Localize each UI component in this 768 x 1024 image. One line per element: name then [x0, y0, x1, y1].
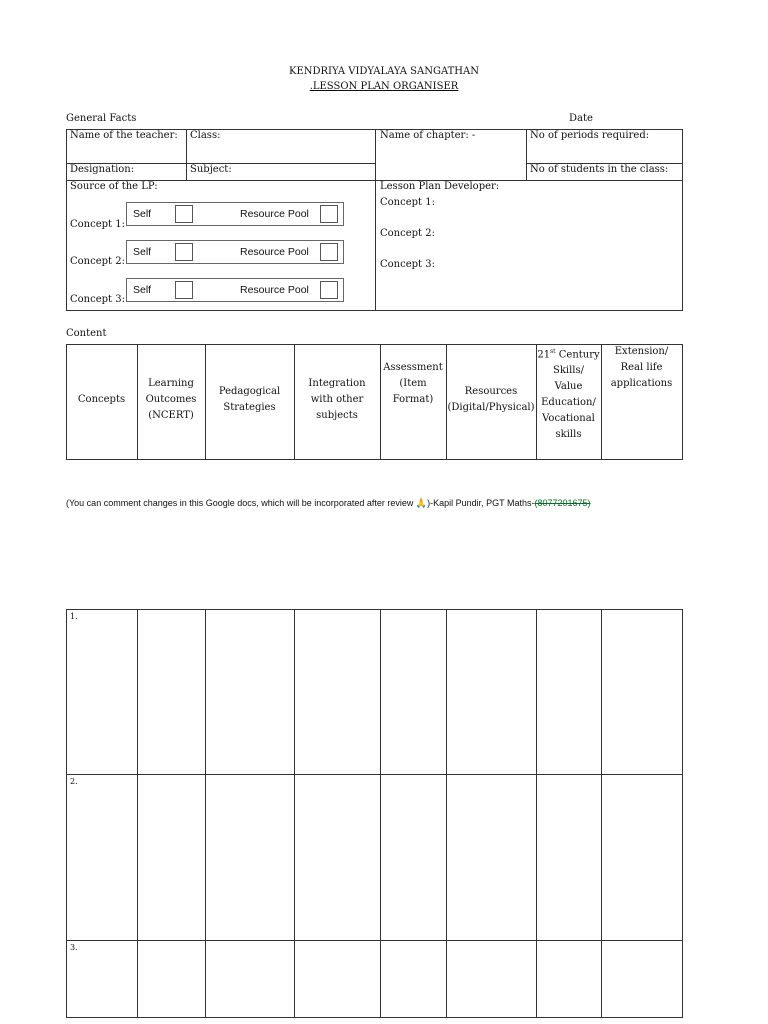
resource-pool-label: Resource Pool — [240, 246, 309, 258]
students-count-field: No of students in the class: — [530, 164, 669, 175]
review-note — [66, 498, 591, 509]
concept-1-label: Concept 1: — [70, 219, 125, 230]
col-assessment: Assessment (Item Format) — [383, 362, 443, 405]
doc-subtitle: .LESSON PLAN ORGANISER — [309, 81, 459, 92]
col-21st-century-skills: 21st Century Skills/ Value Education/ Vocational skills — [537, 348, 600, 441]
resource-pool-checkbox[interactable] — [320, 205, 338, 223]
self-checkbox[interactable] — [175, 281, 193, 299]
developer-concept-2: Concept 2: — [380, 228, 435, 239]
col-learning-outcomes: Learning Outcomes (NCERT) — [145, 378, 197, 421]
resource-pool-label: Resource Pool — [240, 284, 309, 296]
class-field: Class: — [190, 130, 221, 141]
lp-developer-label: Lesson Plan Developer: — [380, 181, 500, 192]
note-author: )-Kapil Pundir, PGT Maths- — [427, 498, 535, 508]
general-facts-label: General Facts — [66, 113, 137, 124]
self-label: Self — [133, 246, 152, 258]
self-checkbox[interactable] — [175, 205, 193, 223]
row-number-2: 2. — [70, 777, 78, 786]
teacher-name-field: Name of the teacher: — [70, 130, 178, 141]
col-pedagogical-strategies: Pedagogical Strategies — [218, 386, 281, 413]
self-label: Self — [133, 208, 152, 220]
concept-2-label: Concept 2: — [70, 256, 125, 267]
chapter-name-field: Name of chapter: - — [380, 130, 476, 141]
source-lp-label: Source of the LP: — [70, 181, 158, 192]
resource-pool-checkbox[interactable] — [320, 243, 338, 261]
resource-pool-checkbox[interactable] — [320, 281, 338, 299]
col-concepts: Concepts — [77, 394, 126, 405]
concept-3-source-options — [126, 278, 344, 302]
self-label: Self — [133, 284, 152, 296]
col-resources: Resources (Digital/Physical) — [447, 386, 535, 413]
content-label: Content — [66, 328, 107, 339]
note-phone: (8077201675) — [534, 498, 591, 508]
row-number-3: 3. — [70, 943, 78, 952]
resource-pool-label: Resource Pool — [240, 208, 309, 220]
date-label: Date — [569, 113, 593, 124]
org-title: KENDRIYA VIDYALAYA SANGATHAN — [288, 66, 479, 77]
developer-concept-3: Concept 3: — [380, 259, 435, 270]
col-integration: Integration with other subjects — [308, 378, 366, 421]
pray-emoji: 🙏 — [415, 498, 428, 508]
concept-1-source-options — [126, 202, 344, 226]
col-extension: Extension/ Real life applications — [610, 346, 673, 389]
subject-field: Subject: — [190, 164, 232, 175]
periods-required-field: No of periods required: — [530, 130, 650, 141]
concept-2-source-options — [126, 240, 344, 264]
designation-field: Designation: — [70, 164, 135, 175]
row-number-1: 1. — [70, 612, 78, 621]
note-text: (You can comment changes in this Google docs, which will be incorporated after review — [66, 498, 416, 508]
concept-3-label: Concept 3: — [70, 294, 125, 305]
developer-concept-1: Concept 1: — [380, 197, 435, 208]
self-checkbox[interactable] — [175, 243, 193, 261]
